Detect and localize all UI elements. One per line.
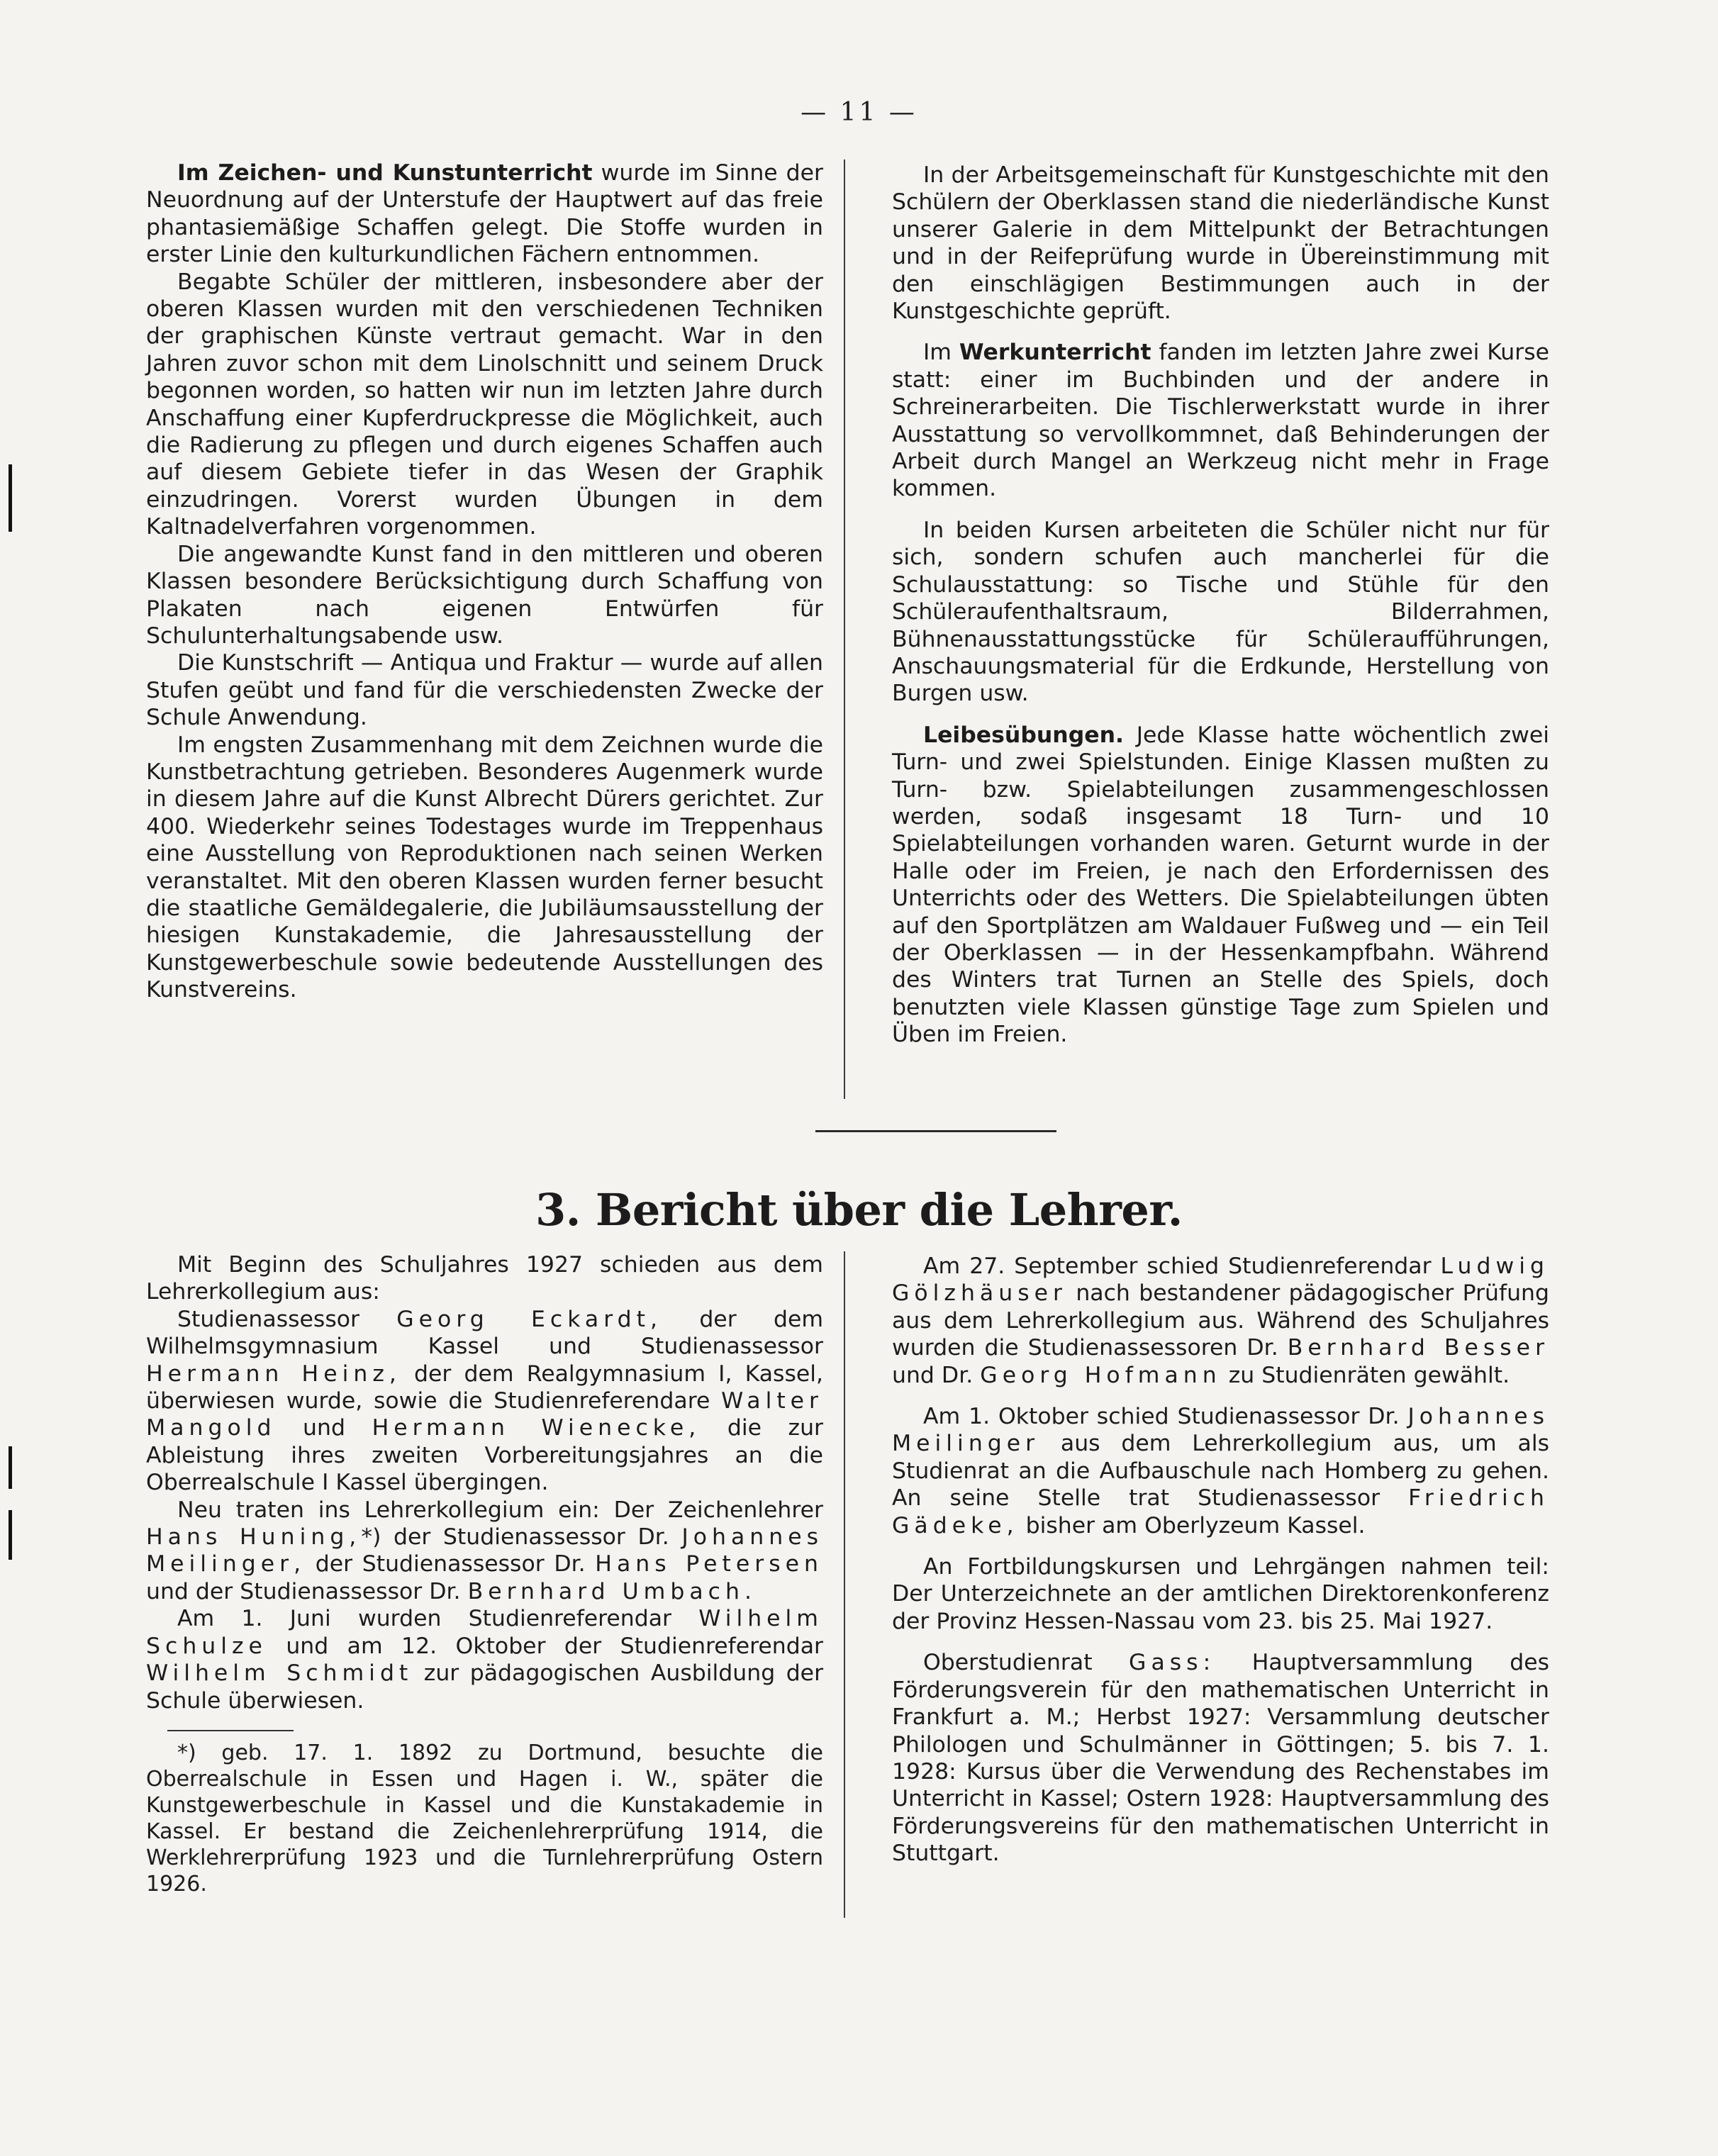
- footnote-text: *) geb. 17. 1. 1892 zu Dortmund, besuchte die Oberrealschule in Essen und Hagen i. W., später die Kunstgewerbeschule in Kassel und die Kunstakademie in Kassel. Er bestand die Zeichenlehrerprüfung 1914, die Werklehrerprüfung 1923 und die Turnlehrerprüfung Ostern 1926.: [146, 1740, 823, 1897]
- column-divider-bottom: [844, 1251, 845, 1918]
- binding-mark: [9, 1446, 12, 1489]
- paragraph-text: und der Studienassessor Dr.: [146, 1578, 461, 1604]
- binding-mark: [9, 464, 12, 532]
- paragraph-courses: In beiden Kursen arbeiteten die Schüler nicht nur für sich, sondern schufen auch mancherlei für die Schulausstattung: so Tische und Stühle für den Schüleraufenthaltsraum, Bilderrahmen, Bühnenausstattungsstücke für Schüleraufführungen, Anschauungsmaterial für die Erdkunde, Herstellung von Burgen usw.: [892, 517, 1549, 707]
- paragraph-text: Oberstudienrat: [923, 1650, 1093, 1676]
- paragraph-text: fanden im letzten Jahre zwei Kurse statt: einer im Buchbinden und der andere in Schreinerarbeiten. Die Tischlerwerkstatt wurde in ihrer Ausstattung so vervollkommnet, daß Behinderungen der Arbeit durch Mangel an Werkzeug nicht mehr in Frage kommen.: [892, 340, 1550, 502]
- bold-lead-drawing: Im Zeichen- und Kunstunterricht: [177, 160, 593, 186]
- paragraph-text: Studienassessor: [177, 1306, 359, 1332]
- paragraph-text: und: [303, 1415, 345, 1441]
- paragraph-text: aus dem Lehrerkollegium aus, um als Studienrat an die Aufbauschule nach Homberg zu gehen. An seine Stelle trat Studienassessor: [892, 1431, 1549, 1512]
- section-divider: [815, 1130, 1056, 1132]
- paragraph-training-courses: An Fortbildungskursen und Lehrgängen nahmen teil: Der Unterzeichnete an der amtlichen Direktorenkonferenz der Provinz Hessen-Nassau vom 23. bis 25. Mai 1927.: [892, 1554, 1549, 1634]
- paragraph-physical-education: [892, 722, 1549, 1049]
- paragraph-text: Neu traten ins Lehrerkollegium ein: Der Zeichenlehrer: [177, 1497, 823, 1523]
- paragraph-promotions: [892, 1253, 1549, 1389]
- paragraph-text: bisher am Oberlyzeum Kassel.: [1025, 1512, 1366, 1538]
- paragraph-text: zur pädagogischen Ausbildung der Schule überwiesen.: [146, 1660, 824, 1714]
- paragraph-text: Im: [923, 340, 952, 366]
- person-name: Friedrich Gädeke,: [892, 1485, 1549, 1538]
- paragraph-text: Am 1. Oktober schied Studienassessor Dr.: [923, 1404, 1400, 1430]
- paragraph-text: Jede Klasse hatte wöchentlich zwei Turn- und zwei Spielstunden. Einige Klassen mußten zu Turn- bzw. Spielabteilungen zusammengeschlossen werden, sodaß insgesamt 18 Turn- und 10 Spielabteilungen vorhanden waren. Geturnt wurde in der Halle oder im Freien, je nach den Erfordernissen des Unterrichts oder des Wetters. Die Spielabteilungen übten auf den Sportplätzen am Waldauer Fußweg und — ein Teil der Oberklassen — in der Hessenkampfbahn. Während des Winters trat Turnen an Stelle des Spiels, doch benutzten viele Klassen günstige Tage zum Spielen und Üben im Freien.: [892, 722, 1549, 1048]
- paragraph-departed-staff: [146, 1306, 823, 1497]
- page-number: — 11 —: [801, 98, 917, 127]
- paragraph-gass-meetings: [892, 1649, 1549, 1867]
- paragraph-text: der Studienassessor Dr.: [315, 1551, 586, 1577]
- paragraph-text: und Dr.: [892, 1362, 974, 1388]
- section-art-instruction: [146, 160, 823, 1004]
- paragraph-art-history: In der Arbeitsgemeinschaft für Kunstgeschichte mit den Schülern der Oberklassen stand die niederländische Kunst unserer Galerie in dem Mittelpunkt der Betrachtungen und in der Reifeprüfung wurde in Übereinstimmung mit den einschlägigen Bestimmungen auch in der Kunstgeschichte geprüft.: [892, 162, 1549, 325]
- paragraph-text: Am 1. Juni wurden Studienreferendar: [177, 1606, 672, 1632]
- binding-mark: [9, 1510, 12, 1560]
- footnote-rule: [167, 1730, 294, 1731]
- section-workshop-sports: [892, 162, 1549, 1049]
- bold-lead-sports: Leibesübungen.: [923, 722, 1125, 748]
- paragraph-departures: Mit Beginn des Schuljahres 1927 schieden aus dem Lehrerkollegium aus:: [146, 1252, 823, 1305]
- person-name: Ludwig Gölzhäuser: [892, 1253, 1549, 1307]
- paragraph-woodwork: [892, 339, 1549, 502]
- paragraph-text: *) der Studienassessor Dr.: [361, 1524, 669, 1551]
- person-name: Bernhard Umbach.: [467, 1578, 757, 1604]
- person-name: Hermann Wienecke,: [372, 1415, 701, 1441]
- person-name: Wilhelm Schmidt: [146, 1660, 413, 1687]
- person-name: Walter Mangold: [146, 1388, 824, 1441]
- person-name: Georg Eckardt,: [396, 1306, 662, 1332]
- paragraph-art-appreciation: Im engsten Zusammenhang mit dem Zeichnen wurde die Kunstbetrachtung getrieben. Besonderes Augenmerk wurde in diesem Jahre auf die Kunst Albrecht Dürers gerichtet. Zur 400. Wiederkehr seines Todestages wurde im Treppenhaus eine Ausstellung von Reproduktionen nach seinen Werken veranstaltet. Mit den oberen Klassen wurden ferner besucht die staatliche Gemäldegalerie, die Jubiläumsausstellung der hiesigen Kunstakademie, die Jahresausstellung der Kunstgewerbeschule sowie bedeutende Ausstellungen des Kunstvereins.: [146, 732, 823, 1003]
- person-name: Wilhelm Schulze: [146, 1606, 823, 1659]
- paragraph-text: der dem Realgymnasium I, Kassel, überwiesen wurde, sowie die Studienreferendare: [146, 1361, 824, 1414]
- section-heading: 3. Bericht über die Lehrer.: [535, 1184, 1183, 1236]
- paragraph-text: zu Studienräten gewählt.: [1228, 1362, 1510, 1388]
- paragraph-text: Hauptversammlung des Förderungsverein für den mathematischen Unterricht in Frankfurt a. M.; Herbst 1927: Versammlung deutscher Philologen und Schulmänner in Göttingen; 5. bis 7. 1. 1928: Kursus über die Verwendung des Rechenstabes im Unterricht in Kassel; Ostern 1928: Hauptversammlung des Förderungsvereins für den mathematischen Unterricht in Stuttgart.: [892, 1650, 1550, 1867]
- paragraph-october-change: [892, 1403, 1549, 1539]
- paragraph-drawing-art: [146, 160, 823, 269]
- section-staff-changes: [146, 1251, 823, 1897]
- person-name: Hans Huning,: [146, 1524, 362, 1551]
- bold-lead-woodwork: Werkunterricht: [959, 340, 1151, 366]
- person-name: Georg Hofmann: [980, 1362, 1222, 1388]
- person-name: Hermann Heinz,: [146, 1361, 401, 1387]
- paragraph-text: nach bestandener pädagogischer Prüfung aus dem Lehrerkollegium aus. Während des Schuljahres wurden die Studienassessoren Dr.: [892, 1280, 1550, 1361]
- paragraph-new-staff: [146, 1497, 823, 1606]
- person-name: Johannes Meilinger: [892, 1404, 1549, 1457]
- paragraph-text: Am 27. September schied Studienreferendar: [923, 1253, 1432, 1279]
- paragraph-calligraphy: Die Kunstschrift — Antiqua und Fraktur — wurde auf allen Stufen geübt und fand für die verschiedensten Zwecke der Schule Anwendung.: [146, 650, 823, 731]
- footnote: [146, 1740, 823, 1897]
- paragraph-referendars: [146, 1605, 823, 1714]
- column-divider-top: [844, 160, 845, 1099]
- paragraph-applied-art: Die angewandte Kunst fand in den mittleren und oberen Klassen besondere Berücksichtigung durch Schaffung von Plakaten nach eigenen Entwürfen für Schulunterhaltungsabende usw.: [146, 541, 823, 649]
- section-staff-training: [892, 1253, 1549, 1867]
- person-name: Hans Petersen: [595, 1551, 823, 1577]
- paragraph-text: und am 12. Oktober der Studienreferendar: [286, 1633, 823, 1659]
- person-name: Johannes Meilinger,: [146, 1524, 824, 1577]
- paragraph-text: der dem Wilhelmsgymnasium Kassel und Studienassessor: [146, 1306, 824, 1360]
- person-name: Gass:: [1129, 1650, 1216, 1676]
- paragraph-text: die zur Ableistung ihres zweiten Vorbereitungsjahres an die Oberrealschule I Kassel übergingen.: [146, 1415, 824, 1496]
- paragraph-text: wurde im Sinne der Neuordnung auf der Unterstufe der Hauptwert auf das freie phantasiemäßige Schaffen gelegt. Die Stoffe wurden in erster Linie den kulturkundlichen Fächern entnommen.: [146, 160, 823, 268]
- paragraph-graphic-arts: Begabte Schüler der mittleren, insbesondere aber der oberen Klassen wurden mit den verschiedenen Techniken der graphischen Künste vertraut gemacht. War in den Jahren zuvor schon mit dem Linolschnitt und seinem Druck begonnen worden, so hatten wir nun im letzten Jahre durch Anschaffung einer Kupferdruckpresse die Möglichkeit, auch die Radierung zu pflegen und durch eigenes Schaffen auch auf diesem Gebiete tiefer in das Wesen der Graphik einzudringen. Vorerst wurden Übungen in dem Kaltnadelverfahren vorgenommen.: [146, 269, 823, 540]
- person-name: Bernhard Besser: [1287, 1335, 1550, 1361]
